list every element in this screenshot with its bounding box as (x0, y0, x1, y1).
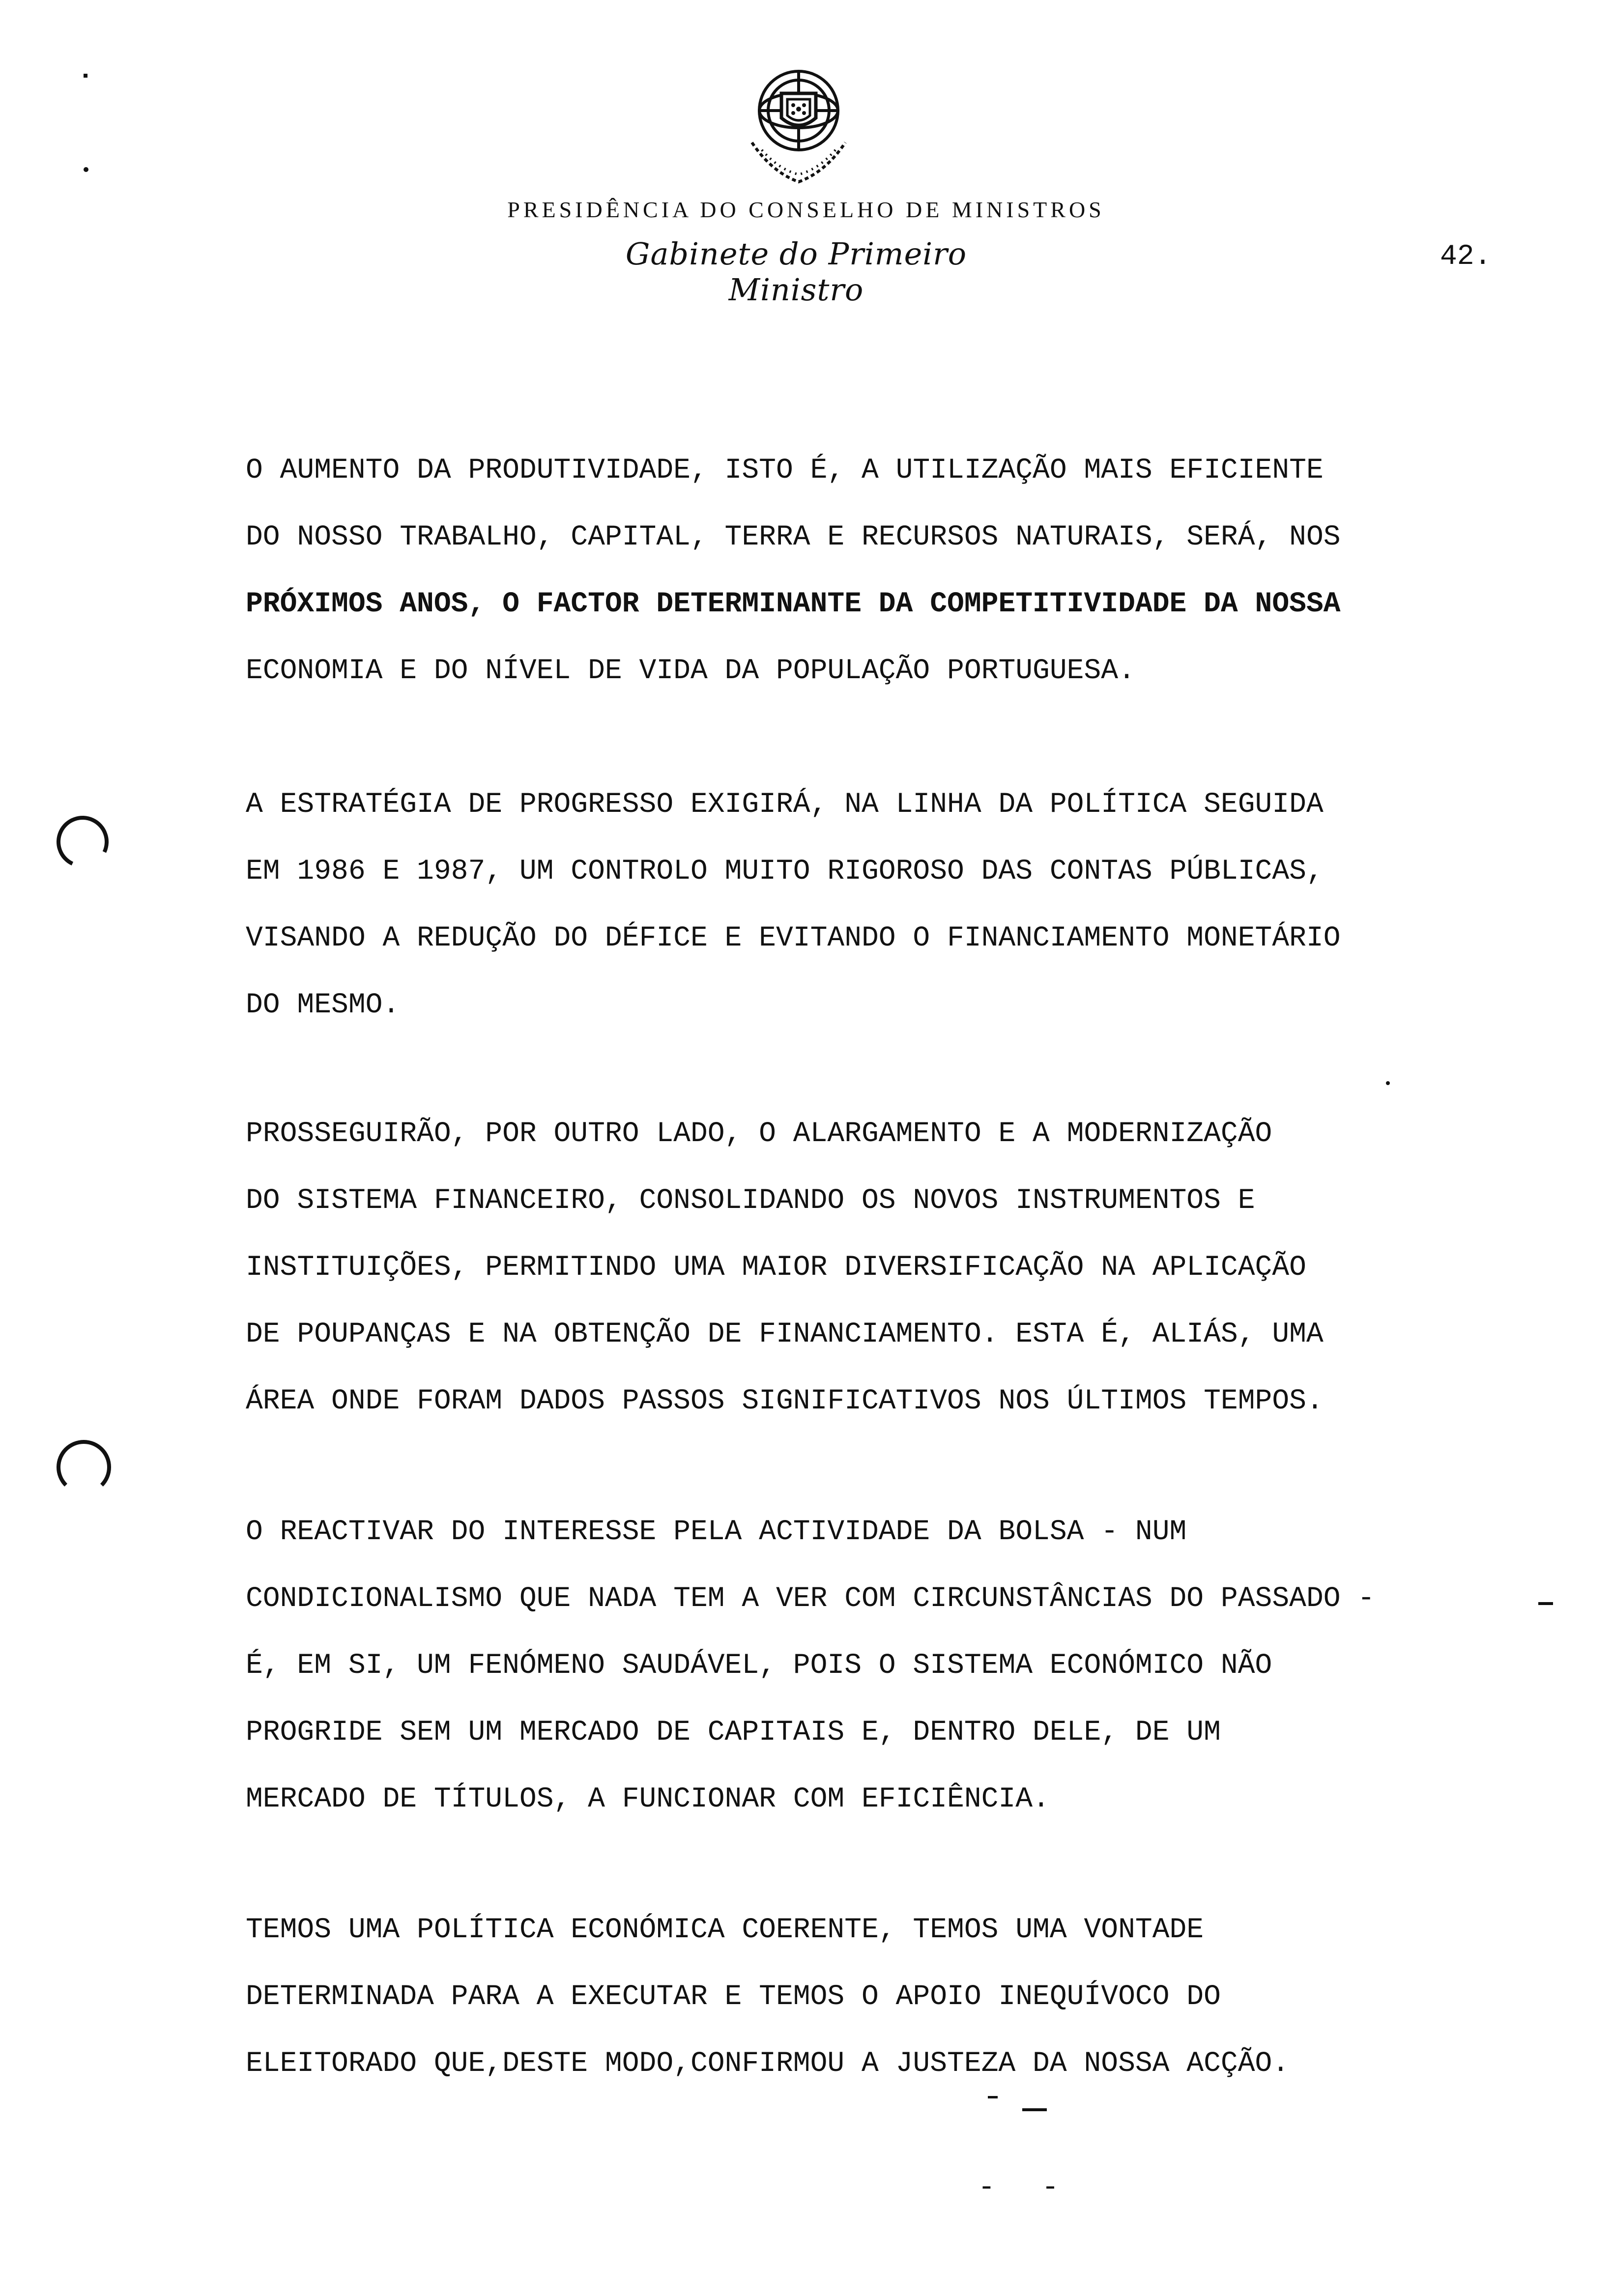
paragraph-5 (246, 1897, 1573, 2097)
footer-mark: - - (978, 2172, 1074, 2204)
coat-of-arms-icon (742, 64, 855, 192)
scan-speck (988, 2096, 998, 2098)
paragraph-line: DO NOSSO TRABALHO, CAPITAL, TERRA E RECURSOS NATURAIS, SERÁ, NOS (246, 521, 1341, 553)
scan-speck (1386, 1081, 1390, 1085)
paragraph-3 (246, 1101, 1573, 1435)
paragraph-line: PROSSEGUIRÃO, POR OUTRO LADO, O ALARGAMENTO E A MODERNIZAÇÃO (246, 1118, 1272, 1150)
header-subtitle: Gabinete do Primeiro Ministro (625, 236, 967, 308)
page-number: 42. (1440, 241, 1492, 273)
scan-speck (84, 167, 88, 172)
paragraph-line: INSTITUIÇÕES, PERMITINDO UMA MAIOR DIVERSIFICAÇÃO NA APLICAÇÃO (246, 1252, 1306, 1284)
paragraph-line: ÁREA ONDE FORAM DADOS PASSOS SIGNIFICATIVOS NOS ÚLTIMOS TEMPOS. (246, 1385, 1324, 1417)
paragraph-1 (246, 437, 1573, 705)
scan-speck (1022, 2108, 1047, 2111)
paragraph-line: CONDICIONALISMO QUE NADA TEM A VER COM CIRCUNSTÂNCIAS DO PASSADO - (246, 1583, 1375, 1615)
header-title: PRESIDÊNCIA DO CONSELHO DE MINISTROS (507, 197, 1105, 222)
paragraph-line: MERCADO DE TÍTULOS, A FUNCIONAR COM EFICIÊNCIA. (246, 1783, 1050, 1815)
paragraph-line: ELEITORADO QUE,DESTE MODO,CONFIRMOU A JUSTEZA DA NOSSA ACÇÃO. (246, 2048, 1290, 2080)
paragraph-line: VISANDO A REDUÇÃO DO DÉFICE E EVITANDO O FINANCIAMENTO MONETÁRIO (246, 922, 1341, 954)
scan-speck (1538, 1602, 1553, 1605)
paragraph-line: DE POUPANÇAS E NA OBTENÇÃO DE FINANCIAMENTO. ESTA É, ALIÁS, UMA (246, 1319, 1324, 1350)
paragraph-line: O AUMENTO DA PRODUTIVIDADE, ISTO É, A UTILIZAÇÃO MAIS EFICIENTE (246, 455, 1324, 487)
paragraph-line: PROGRIDE SEM UM MERCADO DE CAPITAIS E, DENTRO DELE, DE UM (246, 1717, 1221, 1749)
punch-hole-mark (49, 808, 116, 875)
paragraph-line: PRÓXIMOS ANOS, O FACTOR DETERMINANTE DA COMPETITIVIDADE DA NOSSA (246, 588, 1341, 620)
paragraph-line: TEMOS UMA POLÍTICA ECONÓMICA COERENTE, TEMOS UMA VONTADE (246, 1914, 1204, 1946)
paragraph-line: EM 1986 E 1987, UM CONTROLO MUITO RIGOROSO DAS CONTAS PÚBLICAS, (246, 856, 1324, 888)
paragraph-4 (246, 1499, 1573, 1833)
paragraph-2 (246, 772, 1573, 1039)
paragraph-line: O REACTIVAR DO INTERESSE PELA ACTIVIDADE DA BOLSA - NUM (246, 1516, 1187, 1548)
punch-hole-mark (57, 1440, 111, 1494)
paragraph-line: É, EM SI, UM FENÓMENO SAUDÁVEL, POIS O SISTEMA ECONÓMICO NÃO (246, 1650, 1272, 1682)
scan-speck (84, 74, 87, 78)
paragraph-line: DO SISTEMA FINANCEIRO, CONSOLIDANDO OS NOVOS INSTRUMENTOS E (246, 1185, 1255, 1217)
paragraph-line: ECONOMIA E DO NÍVEL DE VIDA DA POPULAÇÃO PORTUGUESA. (246, 655, 1135, 687)
paragraph-line: DO MESMO. (246, 989, 400, 1021)
paragraph-line: A ESTRATÉGIA DE PROGRESSO EXIGIRÁ, NA LINHA DA POLÍTICA SEGUIDA (246, 789, 1324, 821)
paragraph-line: DETERMINADA PARA A EXECUTAR E TEMOS O APOIO INEQUÍVOCO DO (246, 1981, 1221, 2013)
